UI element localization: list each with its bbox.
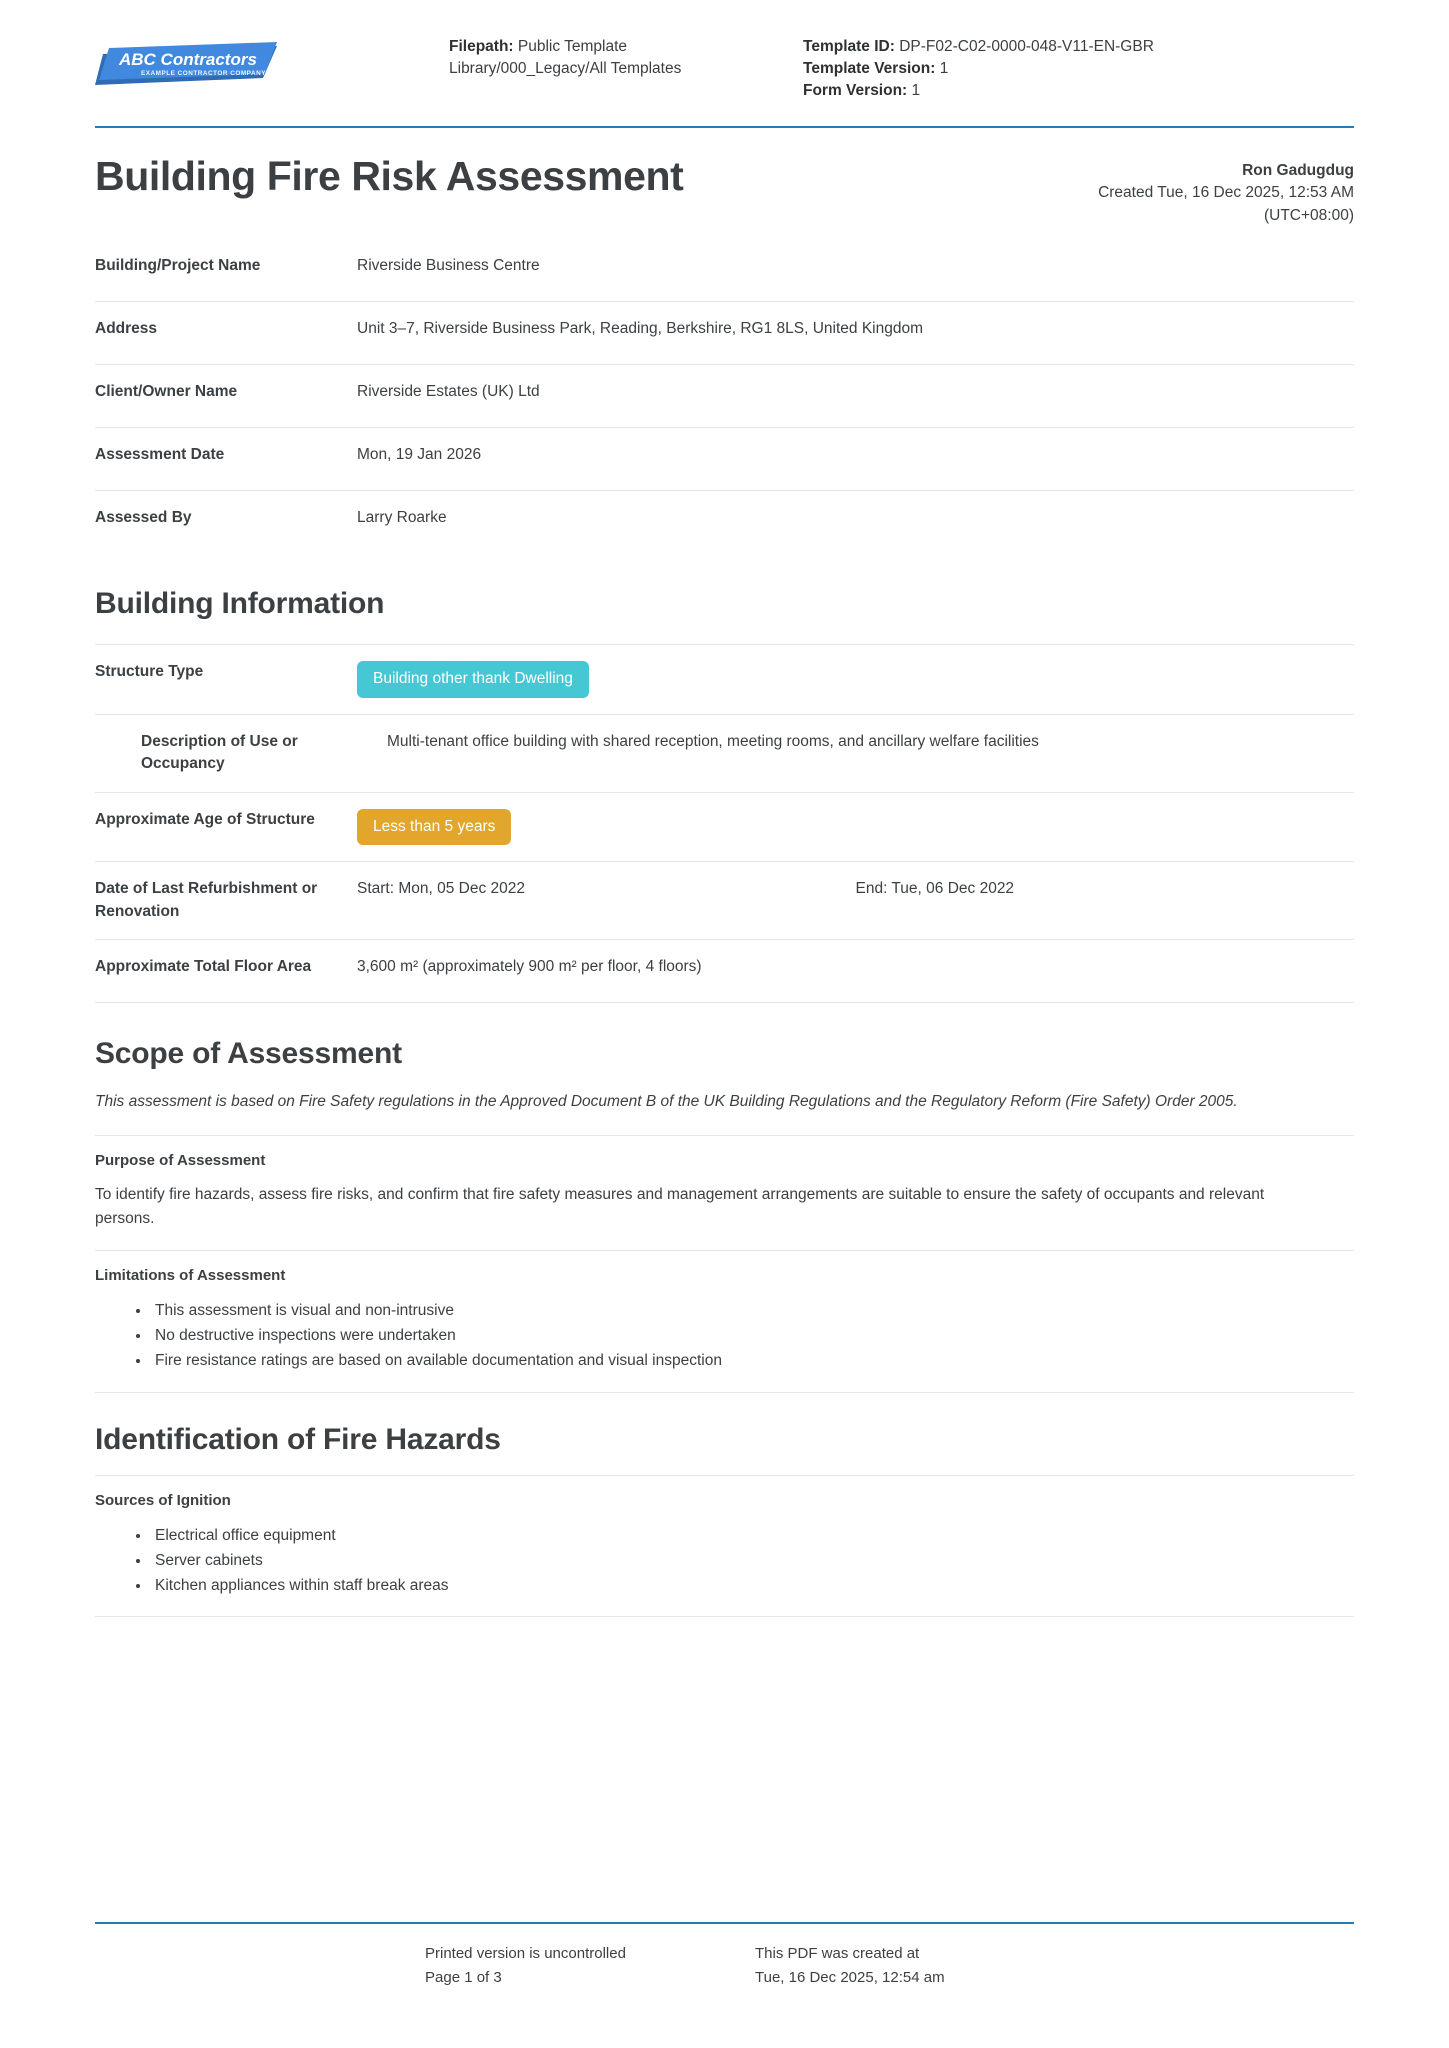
field-label: Date of Last Refurbishment or Renovation [95,880,318,920]
list-item: • Kitchen appliances within staff break areas [151,1573,1354,1598]
template-id-value: DP-F02-C02-0000-048-V11-EN-GBR [899,38,1154,55]
field-value [357,661,1354,698]
list-item: • No destructive inspections were undertaken [151,1323,1354,1348]
svg-text:EXAMPLE CONTRACTOR COMPANY: EXAMPLE CONTRACTOR COMPANY [141,70,266,77]
company-logo [95,38,277,86]
document-footer [95,1922,1354,1990]
purpose-label: Purpose of Assessment [95,1152,266,1170]
status-badge: Less than 5 years [357,809,511,846]
purpose-of-assessment-block [95,1135,1354,1230]
field-value [357,878,1354,900]
table-row [95,301,1354,364]
page-title: Building Fire Risk Assessment [95,153,684,199]
building-information-table [95,644,1354,1004]
logo-cell [95,28,425,86]
section-divider [95,1616,1354,1617]
template-meta-block [803,28,1354,102]
section-heading-scope-of-assessment: Scope of Assessment [95,1037,402,1071]
refurbishment-start-date: Start: Mon, 05 Dec 2022 [357,880,526,898]
document-header [95,0,1354,102]
section-divider [95,1002,1354,1003]
list-item: • Server cabinets [151,1548,1354,1573]
list-item: • Electrical office equipment [151,1523,1354,1548]
table-row [95,714,1354,792]
field-value: Mon, 19 Jan 2026 [357,446,482,464]
field-label: Structure Type [95,662,204,680]
field-label: Description of Use or Occupancy [141,732,298,773]
field-value: 3,600 m² (approximately 900 m² per floor, 4 floors) [357,958,702,976]
section-heading-building-information: Building Information [95,587,385,621]
footer-divider [95,1922,1354,1924]
limitations-list [95,1298,1354,1373]
table-row [95,644,1354,714]
table-row [95,249,1354,301]
created-date: Created Tue, 16 Dec 2025, 12:53 AM [1098,184,1354,202]
field-value: Multi-tenant office building with shared reception, meeting rooms, and ancillary welfare facilities [387,732,1039,750]
limitations-label: Limitations of Assessment [95,1267,286,1285]
pdf-created-label: This PDF was created at [755,1945,920,1962]
field-value: Larry Roarke [357,509,447,527]
scope-intro-text: This assessment is based on Fire Safety regulations in the Approved Document B of the UK Building Regulations and the Regulatory Reform (Fire Safety) Order 2005. [95,1092,1238,1110]
template-version-label: Template Version: [803,60,936,77]
footer-spacer [95,1942,425,1990]
sources-of-ignition-label: Sources of Ignition [95,1492,231,1510]
form-version-label: Form Version: [803,82,908,99]
field-value [357,809,1354,846]
filepath-value: Public Template Library/000_Legacy/All Templates [449,38,682,77]
author-name: Ron Gadugdug [1242,162,1354,179]
template-id-label: Template ID: [803,38,895,55]
abc-contractors-logo-icon [95,38,277,86]
section-divider [95,1392,1354,1393]
footer-right-block [755,1942,1354,1990]
template-version-value: 1 [939,60,949,77]
sources-of-ignition-list [95,1523,1354,1598]
limitations-of-assessment-block [95,1250,1354,1373]
field-label: Address [95,320,158,338]
table-row [95,792,1354,862]
sources-of-ignition-block [95,1475,1354,1598]
list-item: • Fire resistance ratings are based on available documentation and visual inspection [151,1348,1354,1373]
table-row [95,490,1354,553]
table-row [95,861,1354,939]
field-label: Approximate Age of Structure [95,810,315,828]
page-number: Page 1 of 3 [425,1969,502,1986]
filepath-label: Filepath: [449,38,514,55]
table-row [95,939,1354,1002]
field-value: Riverside Business Centre [357,257,540,275]
print-notice: Printed version is uncontrolled [425,1945,626,1962]
pdf-created-date: Tue, 16 Dec 2025, 12:54 am [755,1969,945,1986]
field-label: Approximate Total Floor Area [95,958,312,976]
field-label: Assessed By [95,509,192,527]
form-version-value: 1 [911,82,921,99]
field-label: Assessment Date [95,446,225,464]
field-label: Building/Project Name [95,257,261,275]
list-item: • This assessment is visual and non-intrusive [151,1298,1354,1323]
filepath-block [449,28,779,80]
section-heading-fire-hazards: Identification of Fire Hazards [95,1422,501,1456]
title-row [95,154,1354,227]
purpose-text: To identify fire hazards, assess fire risks, and confirm that fire safety measures and management arrangements are suitable to ensure the safety of occupants and relevant persons. [95,1186,1265,1227]
header-divider [95,126,1354,128]
field-value: Unit 3–7, Riverside Business Park, Reading, Berkshire, RG1 8LS, United Kingdom [357,320,924,338]
table-row [95,427,1354,490]
field-label: Client/Owner Name [95,383,238,401]
refurbishment-end-date: End: Tue, 06 Dec 2022 [855,880,1015,898]
status-badge: Building other thank Dwelling [357,661,589,698]
footer-left-block [425,1942,755,1990]
summary-fields-table [95,249,1354,553]
field-value: Riverside Estates (UK) Ltd [357,383,540,401]
svg-text:ABC Contractors: ABC Contractors [119,50,257,69]
table-row [95,364,1354,427]
created-info [1098,154,1354,227]
created-timezone: (UTC+08:00) [1263,206,1354,224]
